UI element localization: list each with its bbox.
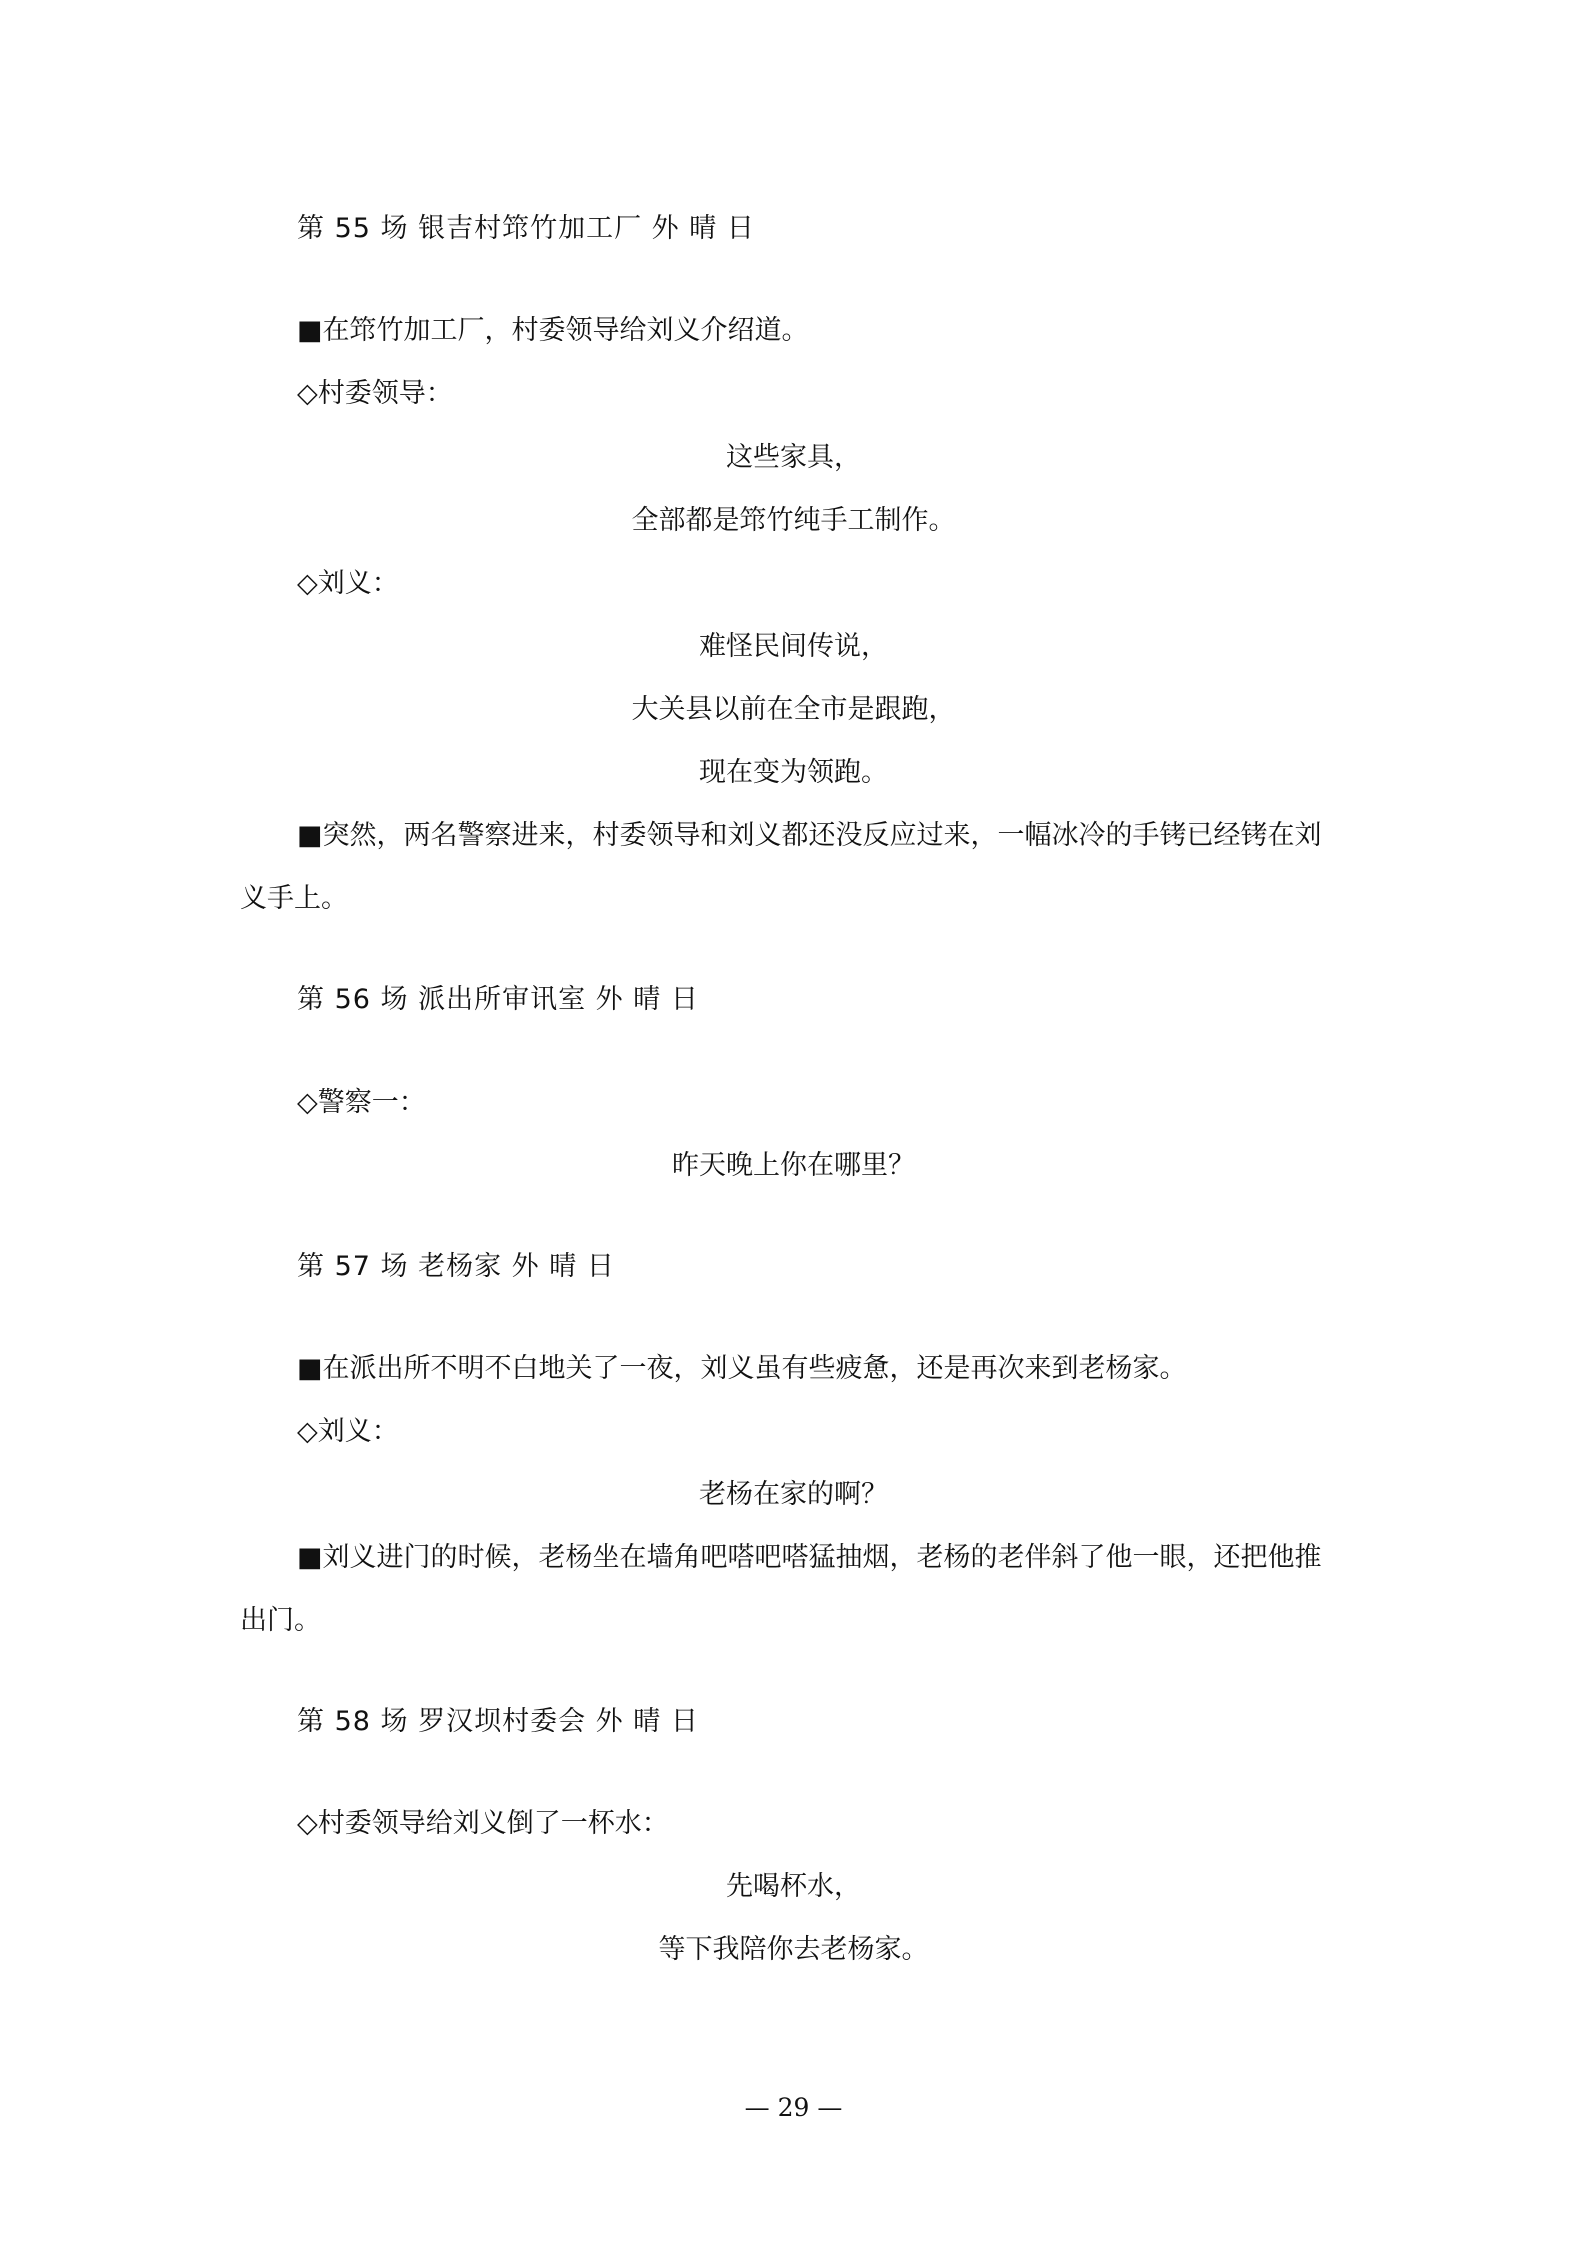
scene-56-heading: 第 56 场 派出所审讯室 外 晴 日 [297, 984, 699, 1015]
page-number: — 29 — [744, 2093, 843, 2122]
scene-55-heading: 第 55 场 银吉村筇竹加工厂 外 晴 日 [297, 213, 755, 244]
scene-58-dialogue-line-2: 等下我陪你去老杨家。 [658, 1934, 929, 1965]
scene-58-heading: 第 58 场 罗汉坝村委会 外 晴 日 [297, 1706, 699, 1737]
scene-55-action: ■在筇竹加工厂，村委领导给刘义介绍道。 [297, 315, 809, 346]
scene-57-speaker-liuyi: ◇刘义： [297, 1416, 399, 1447]
scene-55-dialogue-line-3: 难怪民间传说， [699, 631, 888, 662]
scene-55-speaker-village-leader: ◇村委领导： [297, 378, 453, 409]
scene-57-action-2-line-1: ■刘义进门的时候，老杨坐在墙角吧嗒吧嗒猛抽烟，老杨的老伴斜了他一眼，还把他推 [297, 1542, 1322, 1573]
scene-55-action-2-line-2: 义手上。 [240, 883, 348, 914]
scene-55-dialogue-line-5: 现在变为领跑。 [699, 757, 888, 788]
scene-57-action: ■在派出所不明不白地关了一夜，刘义虽有些疲惫，还是再次来到老杨家。 [297, 1353, 1187, 1384]
scene-55-dialogue-line-4: 大关县以前在全市是跟跑， [631, 694, 956, 725]
scene-55-dialogue-line-2: 全部都是筇竹纯手工制作。 [631, 505, 956, 536]
scene-55-speaker-liuyi: ◇刘义： [297, 568, 399, 599]
scene-57-action-2-line-2: 出门。 [240, 1605, 321, 1636]
scene-57-heading: 第 57 场 老杨家 外 晴 日 [297, 1251, 615, 1282]
scene-56-speaker-police: ◇警察一： [297, 1087, 426, 1118]
scene-55-action-2-line-1: ■突然，两名警察进来，村委领导和刘义都还没反应过来，一幅冰冷的手铐已经铐在刘 [297, 820, 1322, 851]
scene-56-dialogue-line-1: 昨天晚上你在哪里？ [672, 1150, 915, 1181]
scene-58-speaker-village-leader: ◇村委领导给刘义倒了一杯水： [297, 1808, 669, 1839]
scene-55-dialogue-line-1: 这些家具， [726, 442, 861, 473]
scene-57-dialogue-line-1: 老杨在家的啊？ [699, 1479, 888, 1510]
scene-58-dialogue-line-1: 先喝杯水， [726, 1871, 861, 1902]
